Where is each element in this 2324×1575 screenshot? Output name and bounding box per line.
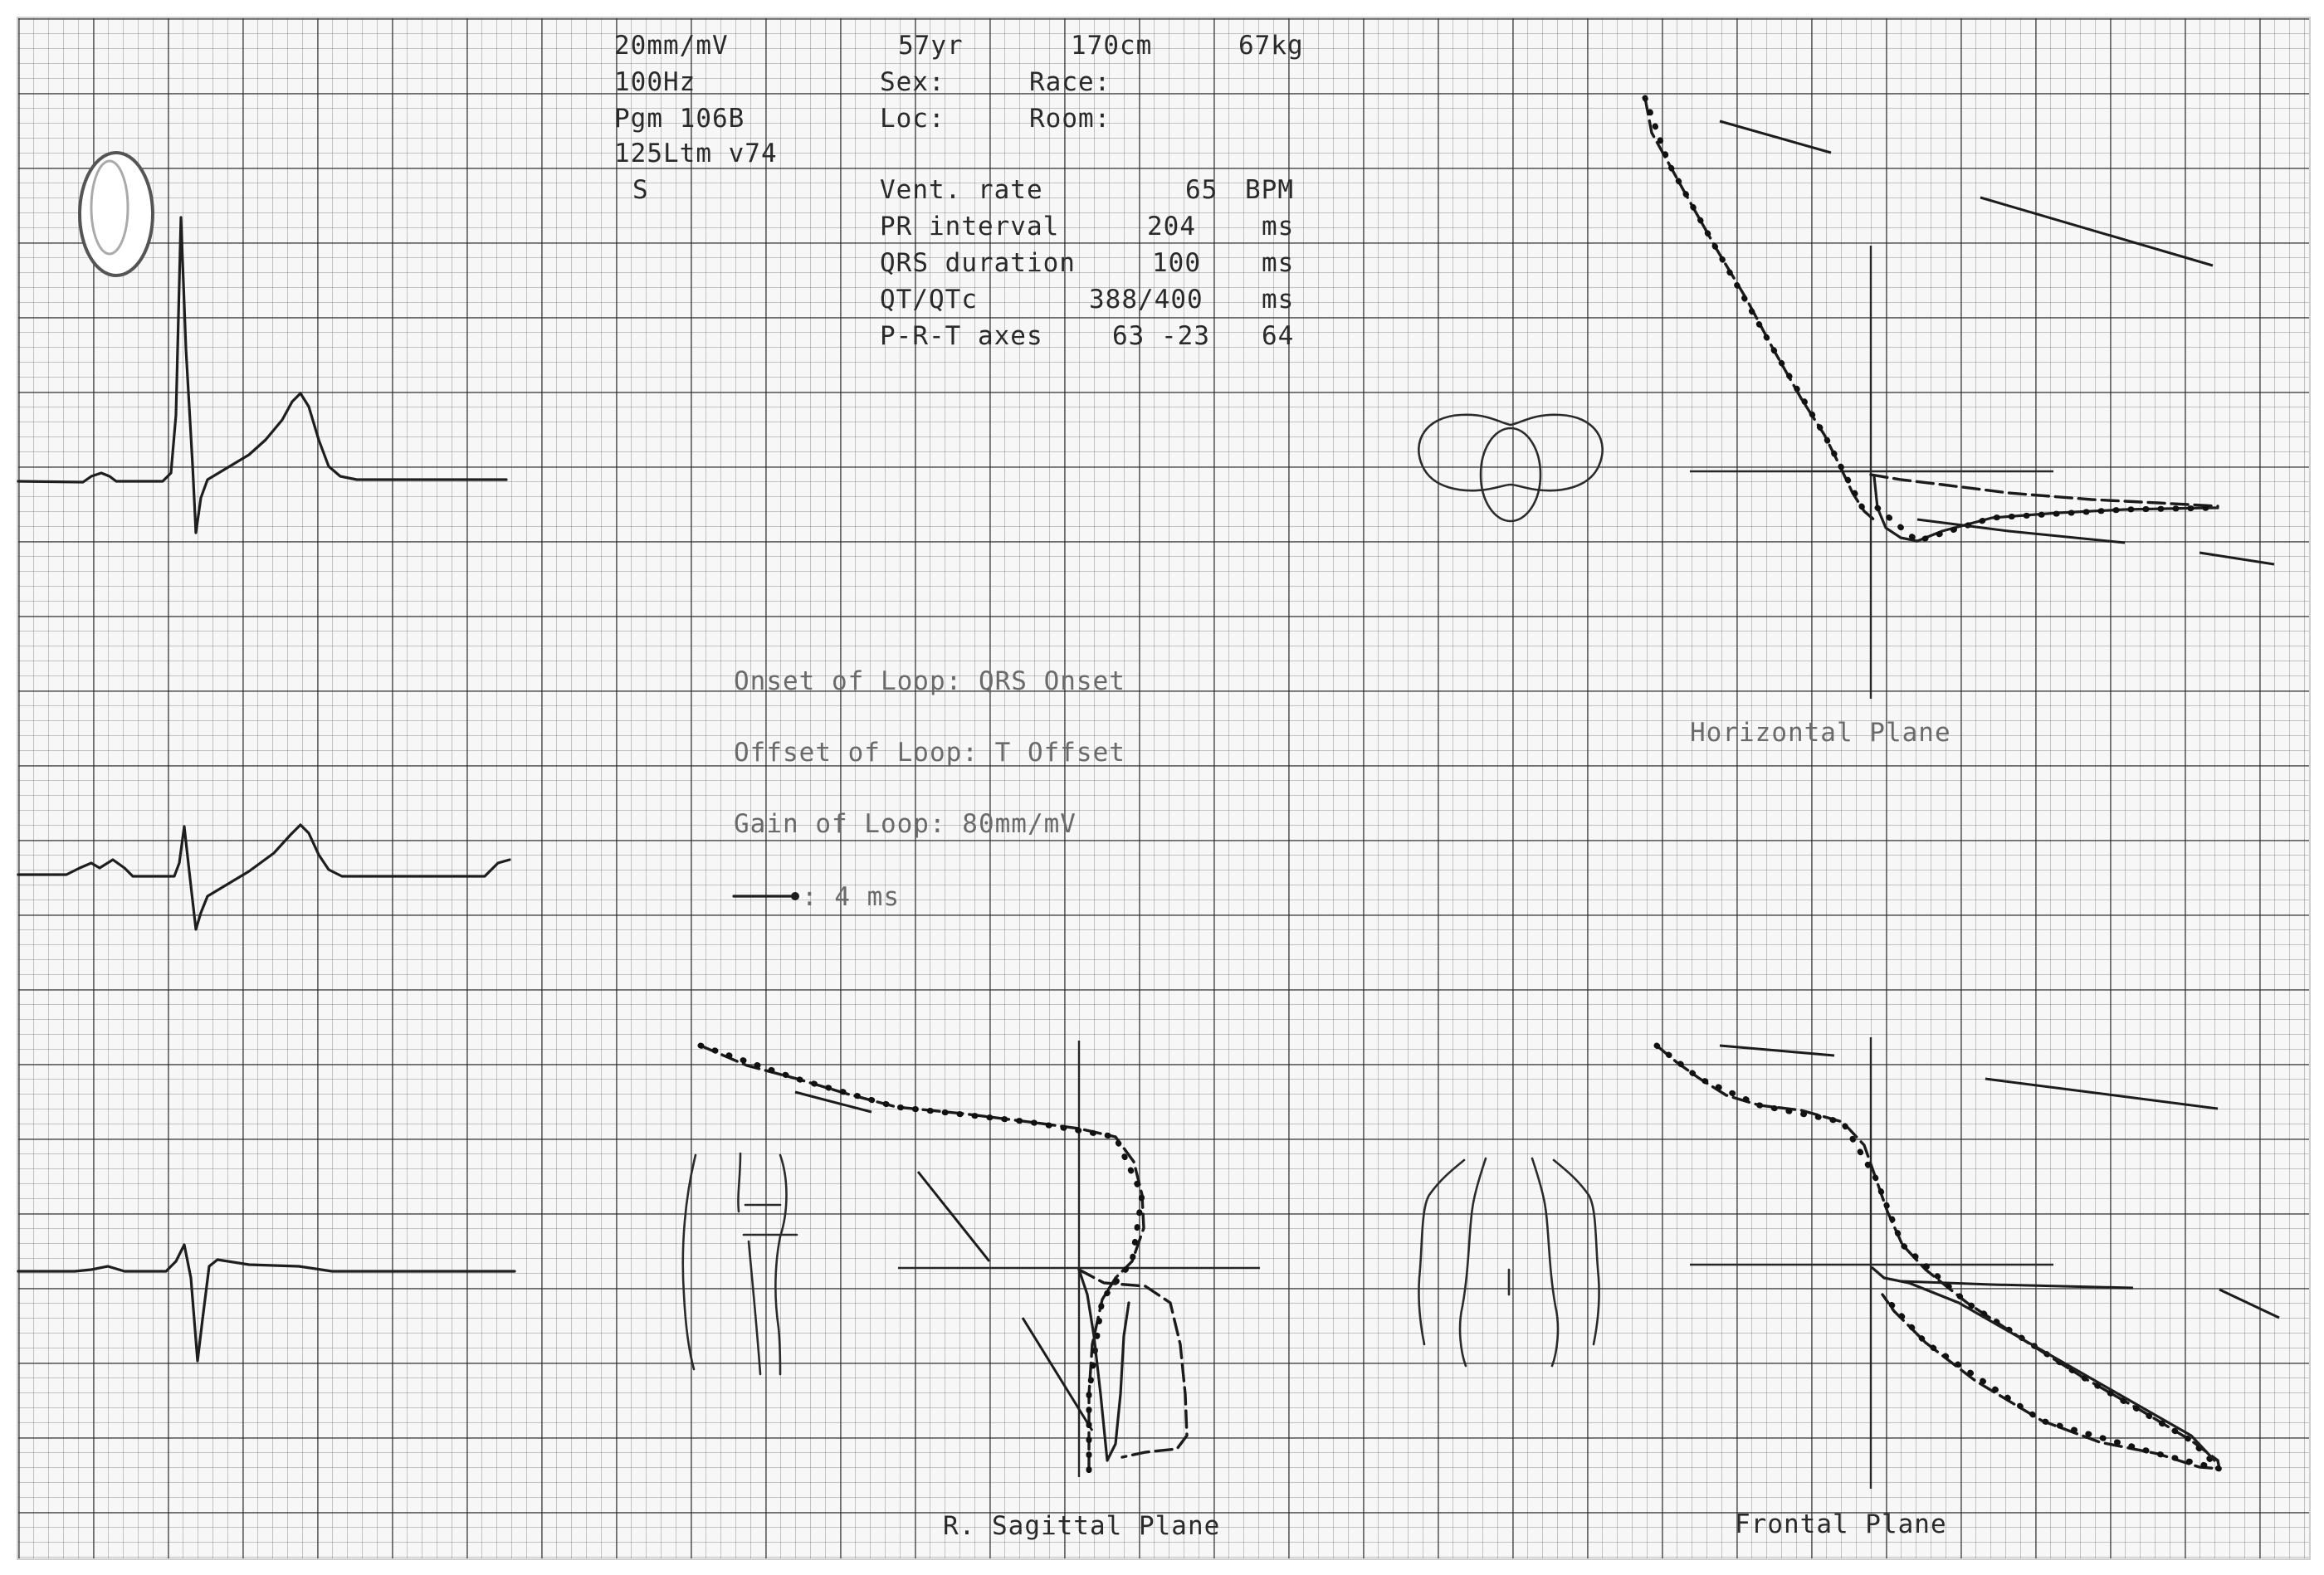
punch-hole-icon [80, 153, 153, 276]
measure-label-2: QRS duration [880, 248, 1076, 278]
measure-label-3: QT/QTc [880, 285, 978, 315]
measure-value-0: 65 [1185, 175, 1218, 205]
measure-unit-1: ms [1262, 212, 1295, 241]
header-version: 125Ltm v74 [614, 139, 778, 168]
patient-sex-label: Sex: [880, 67, 945, 97]
patient-weight: 67kg [1238, 31, 1304, 61]
measure-label-0: Vent. rate [880, 175, 1043, 205]
frontal-plane-loop [1657, 1037, 2279, 1489]
measure-value-1: 204 [1147, 212, 1196, 241]
measure-unit-3: ms [1262, 285, 1295, 315]
front-body-figure-icon [1418, 1158, 1599, 1366]
header-filter: 100Hz [614, 67, 696, 97]
ecg-trace-z [18, 1245, 515, 1361]
measure-unit-2: ms [1262, 248, 1295, 278]
loop-gain-text: Gain of Loop: 80mm/mV [734, 809, 1077, 839]
ecg-trace-x [18, 217, 506, 533]
measure-label-4: P-R-T axes [880, 321, 1043, 351]
measure-unit-0: BPM [1245, 175, 1294, 205]
side-body-figure-icon [683, 1153, 797, 1374]
loop-timing-text: : 4 ms [802, 882, 900, 912]
timing-marker-icon [734, 892, 799, 900]
patient-race-label: Race: [1029, 67, 1111, 97]
header-program: Pgm 106B [614, 104, 745, 134]
loop-onset-text: Onset of Loop: QRS Onset [734, 666, 1125, 696]
measure-value-3: 388/400 [1089, 285, 1204, 315]
measure-value-4: 63 -23 [1112, 321, 1210, 351]
sagittal-plane-loop [701, 1041, 1260, 1477]
sagittal-plane-label: R. Sagittal Plane [943, 1511, 1221, 1541]
horizontal-plane-label: Horizontal Plane [1690, 718, 1951, 748]
torso-cross-section-icon [1418, 415, 1602, 521]
measure-label-1: PR interval [880, 212, 1060, 241]
loop-offset-text: Offset of Loop: T Offset [734, 738, 1125, 768]
patient-loc-label: Loc: [880, 104, 945, 134]
horizontal-plane-loop [1645, 98, 2274, 699]
ecg-trace-y [18, 825, 510, 929]
header-code: S [632, 175, 649, 205]
frontal-plane-label: Frontal Plane [1735, 1509, 1947, 1539]
patient-room-label: Room: [1029, 104, 1111, 134]
patient-age: 57yr [898, 31, 964, 61]
patient-height: 170cm [1071, 31, 1153, 61]
header-gain: 20mm/mV [614, 31, 729, 61]
measure-unit-4: 64 [1262, 321, 1295, 351]
measure-value-2: 100 [1152, 248, 1201, 278]
